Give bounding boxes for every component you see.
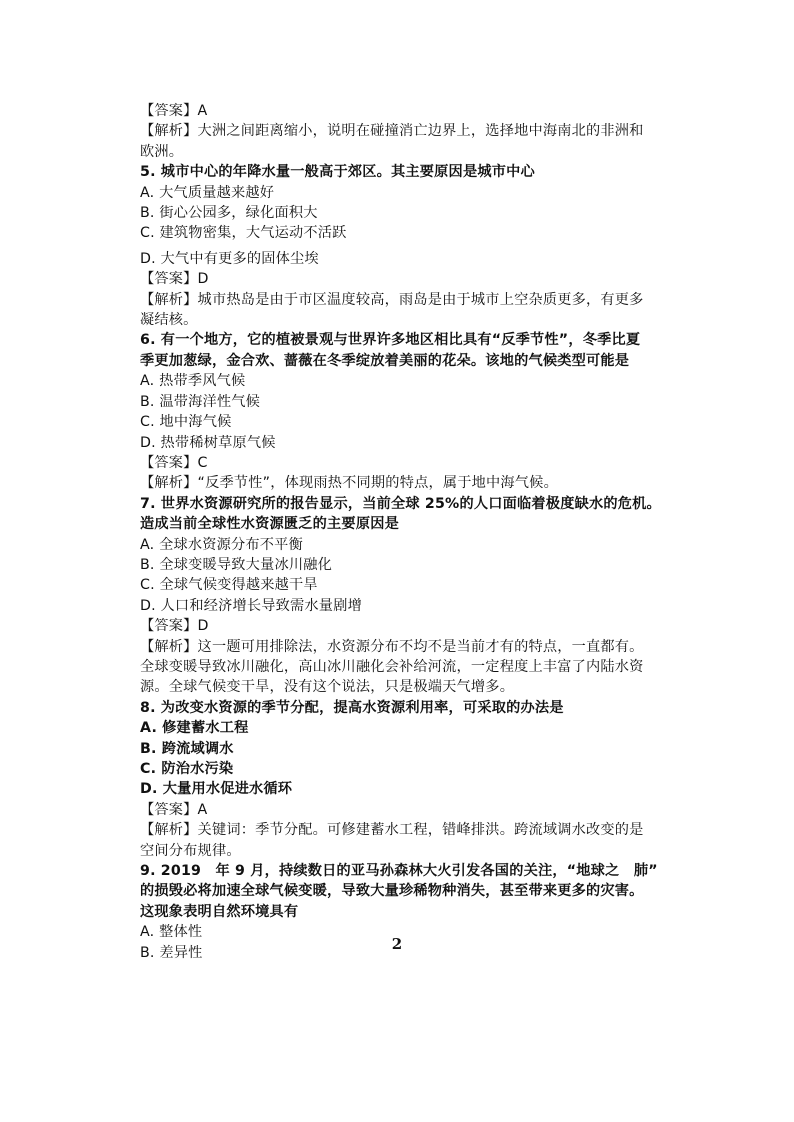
question-9-stem: 9. 2019 年 9 月，持续数日的亚马孙森林大火引发各国的关注，“地球之 肺” (140, 863, 658, 880)
question-6-stem: 季更加葱绿，金合欢、蔷薇在冬季绽放着美丽的花朵。该地的气候类型可能是 (140, 352, 630, 369)
answer-line: 【答案】A (140, 103, 208, 119)
option-line: C. 建筑物密集，大气运动不活跃 (140, 225, 347, 242)
option-line: C. 地中海气候 (140, 414, 232, 431)
analysis-line: 欧洲。 (140, 143, 184, 160)
question-9-stem: 这现象表明自然环境具有 (140, 903, 299, 920)
option-line: A. 整体性 (140, 924, 203, 941)
question-7-stem: 造成当前全球性水资源匮乏的主要原因是 (140, 516, 399, 533)
option-line: D. 人口和经济增长导致需水量剧增 (140, 597, 362, 614)
analysis-line: 源。全球气候变干旱，没有这个说法，只是极端天气增多。 (140, 679, 515, 696)
option-line: C. 全球气候变得越来越干旱 (140, 577, 318, 594)
analysis-line: 凝结核。 (140, 312, 198, 329)
option-line: D. 大气中有更多的固体尘埃 (140, 250, 319, 267)
option-line: D. 大量用水促进水循环 (140, 781, 293, 798)
option-line: A. 修建蓄水工程 (140, 720, 249, 737)
question-7-stem: 7. 世界水资源研究所的报告显示，当前全球 25%的人口面临着极度缺水的危机。 (140, 495, 661, 512)
question-5-stem: 5. 城市中心的年降水量一般高于郊区。其主要原因是城市中心 (140, 164, 535, 181)
option-line: B. 全球变暖导致大量冰川融化 (140, 556, 333, 573)
question-6-stem: 6. 有一个地方，它的植被景观与世界许多地区相比具有“反季节性”，冬季比夏 (140, 332, 641, 349)
option-line: B. 街心公园多，绿化面积大 (140, 205, 318, 222)
question-9-stem: 的损毁必将加速全球气候变暖，导致大量珍稀物种消失，甚至带来更多的灾害。 (140, 883, 644, 900)
answer-line: 【答案】D (140, 271, 209, 288)
analysis-line: 全球变暖导致冰川融化，高山冰川融化会补给河流，一定程度上丰富了内陆水资 (140, 658, 644, 675)
option-line: B. 跨流域调水 (140, 740, 234, 757)
option-line: B. 温带海洋性气候 (140, 393, 261, 410)
option-line: C. 防治水污染 (140, 761, 234, 777)
analysis-line: 【解析】“反季节性”，体现雨热不同期的特点，属于地中海气候。 (140, 475, 558, 492)
analysis-line: 【解析】城市热岛是由于市区温度较高，雨岛是由于城市上空杂质更多，有更多 (140, 291, 644, 308)
analysis-line: 【解析】大洲之间距离缩小，说明在碰撞消亡边界上，选择地中海南北的非洲和 (140, 123, 644, 140)
page-content (140, 101, 670, 963)
option-line: B. 差异性 (140, 944, 203, 961)
option-line: A. 全球水资源分布不平衡 (140, 536, 303, 553)
answer-line: 【答案】C (140, 454, 208, 471)
answer-line: 【答案】D (140, 618, 209, 635)
analysis-line: 【解析】这一题可用排除法，水资源分布不均不是当前才有的特点，一直都有。 (140, 638, 644, 655)
question-8-stem: 8. 为改变水资源的季节分配，提高水资源利用率，可采取的办法是 (140, 699, 564, 716)
analysis-line: 【解析】关键词：季节分配。可修建蓄水工程，错峰排洪。跨流域调水改变的是 (140, 822, 644, 839)
option-line: A. 热带季风气候 (140, 373, 246, 390)
option-line: A. 大气质量越来越好 (140, 184, 275, 201)
analysis-line: 空间分布规律。 (140, 842, 241, 859)
answer-line: 【答案】A (140, 801, 208, 818)
page-number: 2 (391, 935, 403, 953)
option-line: D. 热带稀树草原气候 (140, 434, 276, 451)
